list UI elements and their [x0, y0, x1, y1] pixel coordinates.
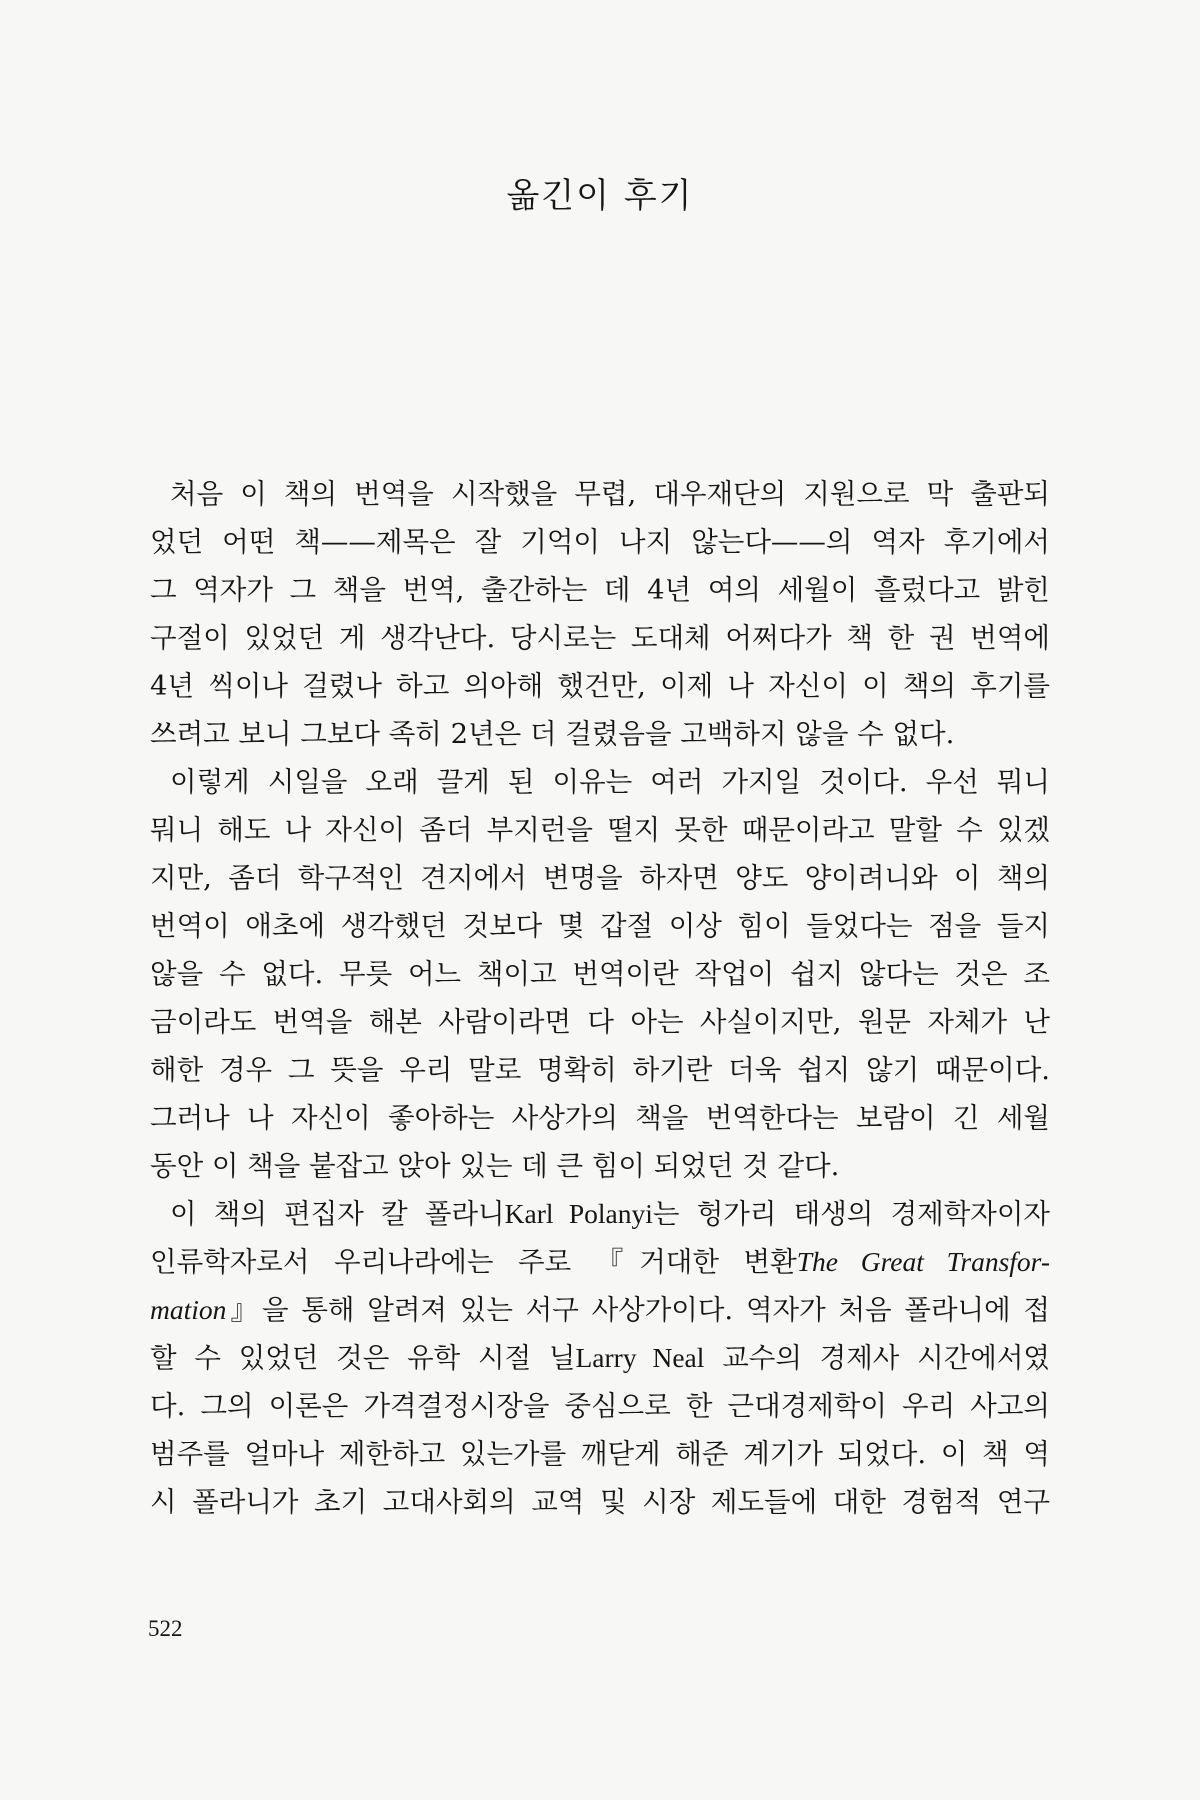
chapter-title: 옮긴이 후기: [506, 176, 694, 216]
text-line: 그러나 나 자신이 좋아하는 사상가의 책을 번역한다는 보람이 긴 세월: [150, 1102, 1050, 1134]
text-line: 해한 경우 그 뜻을 우리 말로 명확히 하기란 더욱 쉽지 않기 때문이다.: [150, 1054, 1050, 1086]
text-line: 4년 씩이나 걸렸나 하고 의아해 했건만, 이제 나 자신이 이 책의 후기를: [150, 670, 1050, 702]
text-line: [150, 1190, 1050, 1238]
original-name: Larry Neal: [575, 1342, 705, 1373]
text-line: [150, 1238, 1050, 1286]
text-line: 이렇게 시일을 오래 끌게 된 이유는 여러 가지일 것이다. 우선 뭐니: [170, 766, 1050, 798]
text-line: 구절이 있었던 게 생각난다. 당시로는 도대체 어쩌다가 책 한 권 번역에: [150, 622, 1050, 654]
text-line: 않을 수 없다. 무릇 어느 책이고 번역이란 작업이 쉽지 않다는 것은 조: [150, 958, 1050, 990]
text-segment: 는 헝가리 태생의 경제학자이자: [652, 1198, 1050, 1230]
text-segment: 교수의 경제사 시간에서였: [704, 1342, 1050, 1374]
page-number: 522: [148, 1616, 183, 1641]
text-segment: 』을 통해 알려져 있는 서구 사상가이다. 역자가 처음 폴라니에 접: [226, 1294, 1050, 1326]
original-name: Karl Polanyi: [504, 1198, 653, 1229]
text-line: 뭐니 해도 나 자신이 좀더 부지런을 떨지 못한 때문이라고 말할 수 있겠: [150, 814, 1050, 846]
original-title: mation: [150, 1294, 227, 1325]
text-line: 었던 어떤 책——제목은 잘 기억이 나지 않는다——의 역자 후기에서: [150, 526, 1050, 558]
text-line: 시 폴라니가 초기 고대사회의 교역 및 시장 제도들에 대한 경험적 연구: [150, 1486, 1050, 1518]
text-line: 쓰려고 보니 그보다 족히 2년은 더 걸렸음을 고백하지 않을 수 없다.: [150, 718, 955, 750]
text-line: 그 역자가 그 책을 번역, 출간하는 데 4년 여의 세월이 흘렀다고 밝힌: [150, 574, 1050, 606]
text-line: [150, 1334, 1050, 1382]
text-line: 처음 이 책의 번역을 시작했을 무렵, 대우재단의 지원으로 막 출판되: [170, 478, 1050, 510]
text-line: 동안 이 책을 붙잡고 앉아 있는 데 큰 힘이 되었던 것 같다.: [150, 1150, 840, 1182]
text-segment: 이 책의 편집자 칼 폴라니: [170, 1198, 505, 1230]
paragraph: [150, 1190, 1050, 1526]
original-title: The Great Transfor-: [796, 1246, 1050, 1277]
text-line: [150, 1286, 1050, 1334]
text-line: 범주를 얼마나 제한하고 있는가를 깨닫게 해준 계기가 되었다. 이 책 역: [150, 1438, 1050, 1470]
text-segment: 할 수 있었던 것은 유학 시절 닐: [150, 1342, 576, 1374]
text-segment: 인류학자로서 우리나라에는 주로 『거대한 변환: [150, 1246, 797, 1278]
body-text: [150, 470, 1050, 1526]
text-line: 지만, 좀더 학구적인 견지에서 변명을 하자면 양도 양이려니와 이 책의: [150, 862, 1050, 894]
text-line: 다. 그의 이론은 가격결정시장을 중심으로 한 근대경제학이 우리 사고의: [150, 1390, 1050, 1422]
paragraph: [150, 758, 1050, 1190]
text-line: 금이라도 번역을 해본 사람이라면 다 아는 사실이지만, 원문 자체가 난: [150, 1006, 1050, 1038]
text-line: 번역이 애초에 생각했던 것보다 몇 갑절 이상 힘이 들었다는 점을 들지: [150, 910, 1050, 942]
paragraph: [150, 470, 1050, 758]
